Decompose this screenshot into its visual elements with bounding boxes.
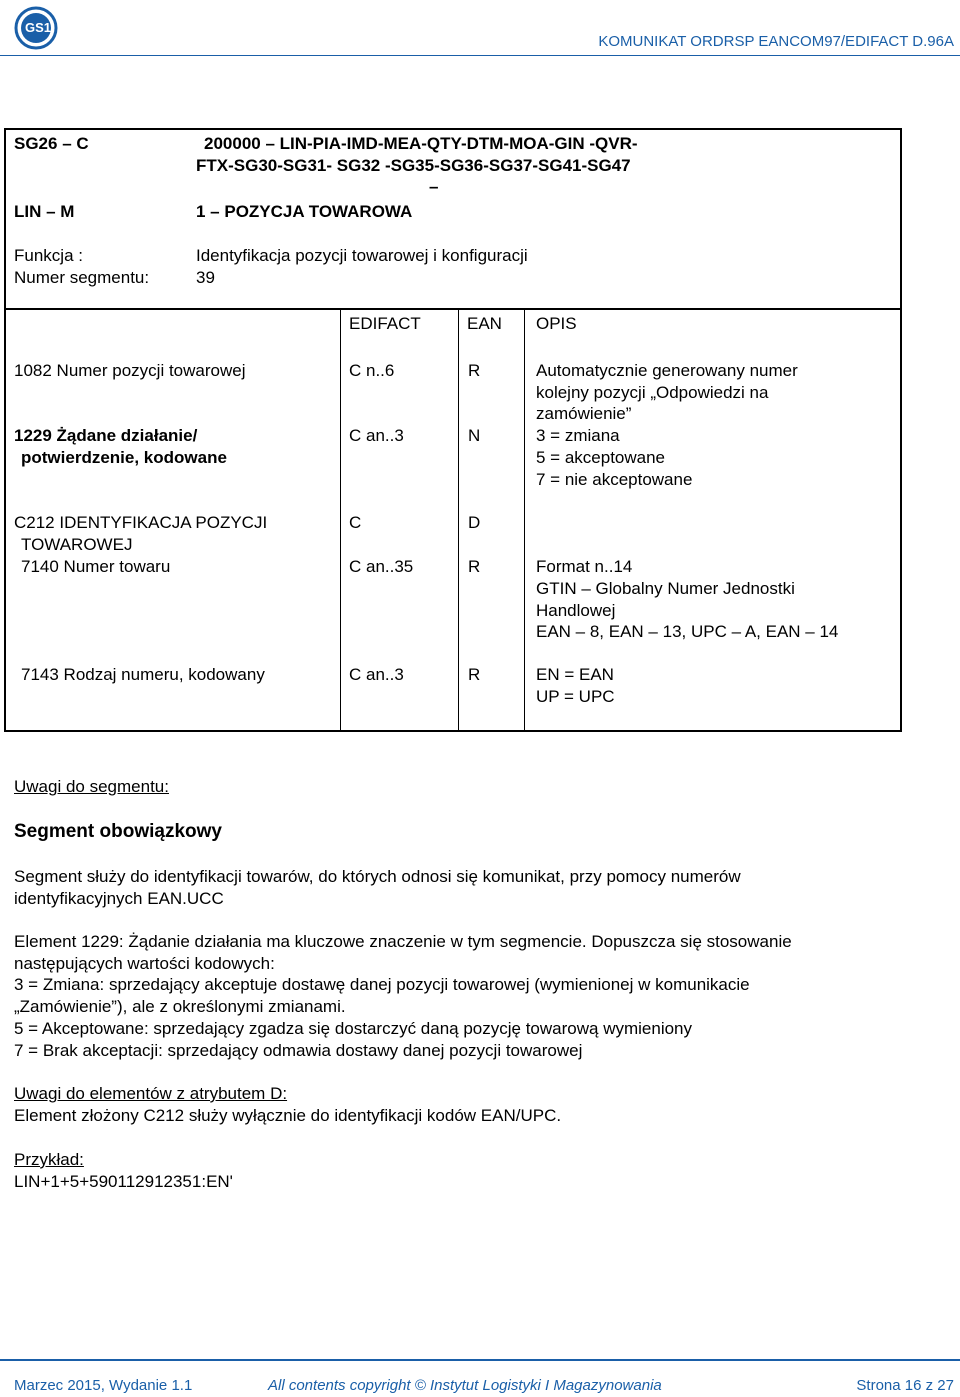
element-opis: 5 = akceptowane bbox=[536, 448, 666, 467]
element-opis: 7 = nie akceptowane bbox=[536, 470, 693, 489]
element-opis: EAN – 8, EAN – 13, UPC – A, EAN – 14 bbox=[536, 622, 839, 641]
notes-paragraph: Element 1229: Żądanie działania ma kluczowe znaczenie w tym segmencie. Dopuszcza się stosowanie bbox=[14, 932, 792, 951]
segment-notes-title: Uwagi do segmentu: bbox=[14, 777, 169, 796]
footer-page-number: Strona 16 z 27 bbox=[856, 1377, 954, 1394]
logo-text: GS1 bbox=[25, 20, 52, 35]
funkcja-value: Identyfikacja pozycji towarowej i konfiguracji bbox=[196, 246, 528, 265]
example-value: LIN+1+5+590112912351:EN' bbox=[14, 1172, 233, 1191]
element-name: 1229 Żądane działanie/ bbox=[14, 426, 198, 445]
element-ean: R bbox=[468, 665, 481, 684]
element-opis: zamówienie” bbox=[536, 404, 632, 423]
funkcja-label: Funkcja : bbox=[14, 246, 83, 265]
footer-copyright: All contents copyright © Instytut Logistyki I Magazynowania bbox=[268, 1377, 662, 1394]
element-name: 7143 Rodzaj numeru, kodowany bbox=[21, 665, 265, 684]
sg-value-line1: 200000 – LIN-PIA-IMD-MEA-QTY-DTM-MOA-GIN -QVR- bbox=[204, 134, 638, 153]
footer-edition: Marzec 2015, Wydanie 1.1 bbox=[14, 1377, 193, 1394]
element-edifact: C an..3 bbox=[349, 665, 404, 684]
lin-label: LIN – M bbox=[14, 202, 75, 221]
element-name: C212 IDENTYFIKACJA POZYCJI bbox=[14, 513, 268, 532]
element-edifact: C an..35 bbox=[349, 557, 414, 576]
element-edifact: C an..3 bbox=[349, 426, 404, 445]
element-name: TOWAROWEJ bbox=[21, 535, 133, 554]
element-edifact: C n..6 bbox=[349, 361, 395, 380]
element-opis: 3 = zmiana bbox=[536, 426, 620, 445]
notes-paragraph: identyfikacyjnych EAN.UCC bbox=[14, 889, 224, 908]
mandatory-segment-heading: Segment obowiązkowy bbox=[14, 821, 222, 842]
element-opis: GTIN – Globalny Numer Jednostki bbox=[536, 579, 795, 598]
element-name: 7140 Numer towaru bbox=[21, 557, 171, 576]
notes-paragraph: 7 = Brak akceptacji: sprzedający odmawia dostawy danej pozycji towarowej bbox=[14, 1041, 583, 1060]
header-opis: OPIS bbox=[536, 314, 577, 333]
element-name: 1082 Numer pozycji towarowej bbox=[14, 361, 246, 380]
numer-segmentu-value: 39 bbox=[196, 268, 215, 287]
element-opis: UP = UPC bbox=[536, 687, 615, 706]
table-column-divider bbox=[458, 310, 459, 730]
sg-value-line3: – bbox=[429, 177, 439, 196]
element-name: potwierdzenie, kodowane bbox=[21, 448, 227, 467]
notes-paragraph: Segment służy do identyfikacji towarów, do których odnosi się komunikat, przy pomocy numerów bbox=[14, 867, 741, 886]
sg-label: SG26 – C bbox=[14, 134, 89, 153]
element-ean: R bbox=[468, 557, 481, 576]
gs1-logo bbox=[14, 6, 60, 52]
element-ean: N bbox=[468, 426, 481, 445]
d-attribute-notes-text: Element złożony C212 służy wyłącznie do identyfikacji kodów EAN/UPC. bbox=[14, 1106, 562, 1125]
table-column-divider bbox=[340, 310, 341, 730]
element-edifact: C bbox=[349, 513, 362, 532]
element-ean: R bbox=[468, 361, 481, 380]
sg-value-line2: FTX-SG30-SG31- SG32 -SG35-SG36-SG37-SG41-SG47 bbox=[196, 156, 631, 175]
element-opis: Handlowej bbox=[536, 601, 616, 620]
notes-paragraph: 3 = Zmiana: sprzedający akceptuje dostawę danej pozycji towarowej (wymienionej w komunikacie bbox=[14, 975, 750, 994]
lin-value: 1 – POZYCJA TOWAROWA bbox=[196, 202, 413, 221]
element-ean: D bbox=[468, 513, 481, 532]
numer-segmentu-label: Numer segmentu: bbox=[14, 268, 150, 287]
example-label: Przykład: bbox=[14, 1150, 84, 1169]
header-divider bbox=[0, 55, 960, 56]
notes-paragraph: „Zamówienie”), ale z określonymi zmianami. bbox=[14, 997, 346, 1016]
table-column-divider bbox=[524, 310, 525, 730]
footer-divider bbox=[0, 1359, 960, 1361]
element-opis: kolejny pozycji „Odpowiedzi na bbox=[536, 383, 769, 402]
document-title: KOMUNIKAT ORDRSP EANCOM97/EDIFACT D.96A bbox=[598, 33, 954, 50]
d-attribute-notes-title: Uwagi do elementów z atrybutem D: bbox=[14, 1084, 288, 1103]
header-ean: EAN bbox=[467, 314, 502, 333]
element-opis: Format n..14 bbox=[536, 557, 633, 576]
header-edifact: EDIFACT bbox=[349, 314, 421, 333]
notes-paragraph: następujących wartości kodowych: bbox=[14, 954, 275, 973]
notes-paragraph: 5 = Akceptowane: sprzedający zgadza się dostarczyć daną pozycję towarową wymieniony bbox=[14, 1019, 692, 1038]
element-opis: Automatycznie generowany numer bbox=[536, 361, 798, 380]
element-opis: EN = EAN bbox=[536, 665, 614, 684]
